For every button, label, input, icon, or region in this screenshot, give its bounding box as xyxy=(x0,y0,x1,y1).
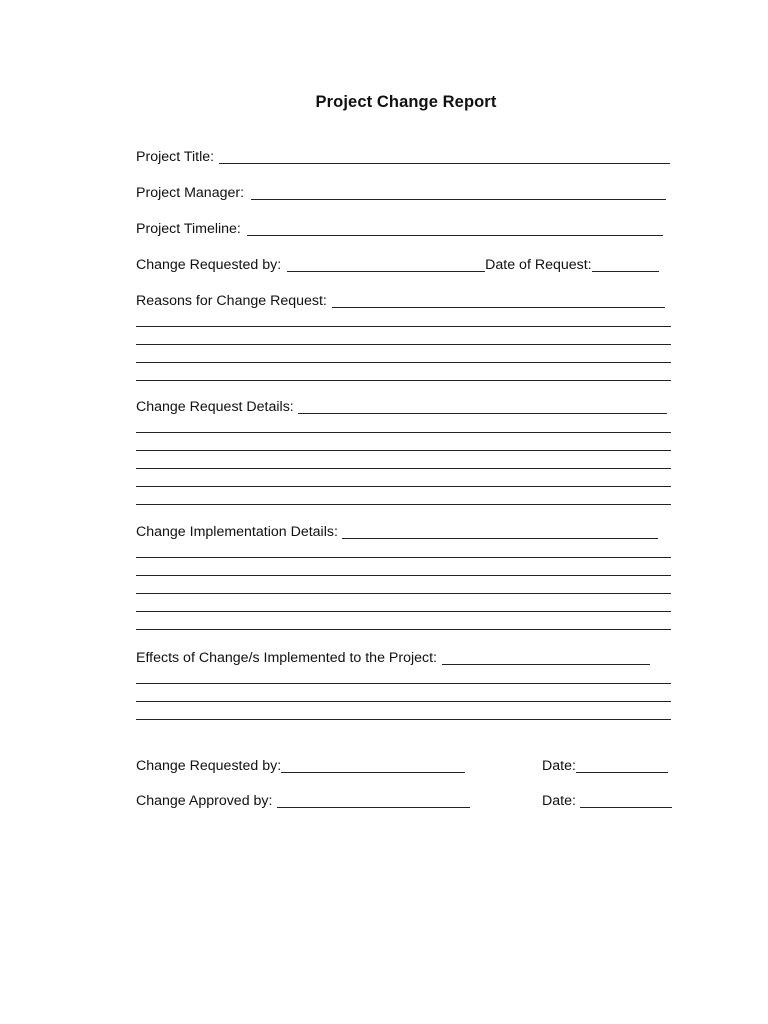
signoff-requested-date-line[interactable] xyxy=(576,756,668,773)
signoff-approved-date-line[interactable] xyxy=(580,791,672,808)
effects-line[interactable] xyxy=(136,719,671,720)
implementation-details-field[interactable] xyxy=(136,523,658,541)
project-title-field[interactable] xyxy=(136,148,670,166)
signoff-approved-by-label: Change Approved by: xyxy=(136,793,273,809)
request-details-label: Change Request Details: xyxy=(136,399,294,415)
request-details-line[interactable] xyxy=(136,504,671,505)
signoff-approved-date-field[interactable] xyxy=(542,792,672,810)
implementation-details-line[interactable] xyxy=(136,611,671,612)
request-details-line[interactable] xyxy=(136,468,671,469)
effects-line[interactable] xyxy=(136,701,671,702)
signoff-requested-by-line[interactable] xyxy=(281,756,465,773)
effects-line[interactable] xyxy=(136,683,671,684)
project-timeline-line[interactable] xyxy=(247,219,663,236)
request-details-field[interactable] xyxy=(136,398,667,416)
effects-line[interactable] xyxy=(442,648,650,665)
reasons-line[interactable] xyxy=(136,362,671,363)
reasons-label: Reasons for Change Request: xyxy=(136,293,327,309)
request-details-line[interactable] xyxy=(298,397,667,414)
implementation-details-line[interactable] xyxy=(136,629,671,630)
effects-label: Effects of Change/s Implemented to the Project: xyxy=(136,650,437,666)
signoff-requested-by-field[interactable] xyxy=(136,757,465,775)
change-requested-by-field[interactable] xyxy=(136,256,659,274)
change-requested-by-label: Change Requested by: xyxy=(136,257,282,273)
page-title: Project Change Report xyxy=(315,93,497,111)
date-of-request-line[interactable] xyxy=(592,255,659,272)
reasons-line[interactable] xyxy=(136,344,671,345)
implementation-details-line[interactable] xyxy=(136,575,671,576)
signoff-requested-date-label: Date: xyxy=(542,758,576,774)
implementation-details-line[interactable] xyxy=(136,557,671,558)
date-of-request-label: Date of Request: xyxy=(485,257,592,273)
request-details-line[interactable] xyxy=(136,450,671,451)
signoff-requested-by-label: Change Requested by: xyxy=(136,758,282,774)
signoff-requested-date-field[interactable] xyxy=(542,757,668,775)
reasons-field[interactable] xyxy=(136,292,665,310)
reasons-line[interactable] xyxy=(136,380,671,381)
signoff-approved-by-line[interactable] xyxy=(277,791,470,808)
project-manager-field[interactable] xyxy=(136,184,666,202)
project-title-label: Project Title: xyxy=(136,149,215,165)
project-manager-label: Project Manager: xyxy=(136,185,245,201)
implementation-details-line[interactable] xyxy=(136,593,671,594)
signoff-approved-by-field[interactable] xyxy=(136,792,470,810)
reasons-line[interactable] xyxy=(136,326,671,327)
signoff-approved-date-label: Date: xyxy=(542,793,576,809)
project-title-line[interactable] xyxy=(219,147,670,164)
project-manager-line[interactable] xyxy=(251,183,666,200)
change-requested-by-line[interactable] xyxy=(287,255,485,272)
reasons-line[interactable] xyxy=(332,291,665,308)
project-timeline-field[interactable] xyxy=(136,220,663,238)
effects-field[interactable] xyxy=(136,649,650,667)
project-timeline-label: Project Timeline: xyxy=(136,221,241,237)
request-details-line[interactable] xyxy=(136,486,671,487)
request-details-line[interactable] xyxy=(136,432,671,433)
implementation-details-line[interactable] xyxy=(342,522,658,539)
implementation-details-label: Change Implementation Details: xyxy=(136,524,338,540)
